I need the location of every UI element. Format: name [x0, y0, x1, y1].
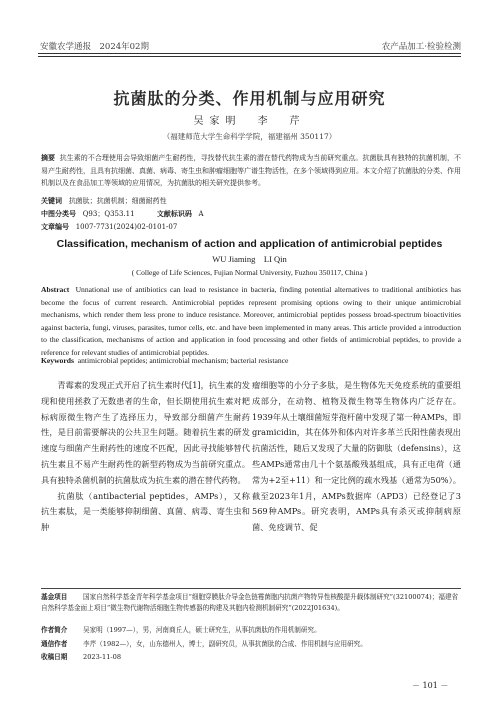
- abstract-cn-label: 摘要: [41, 154, 56, 162]
- footnote-text: 李芹（1982—），女，山东德州人，博士，副研究员，从事抗菌肽的合成、作用机制与应用研究。: [83, 640, 367, 648]
- footnote-text: 2023-11-08: [83, 653, 122, 661]
- clc-value: Q93；Q353.11: [82, 210, 135, 218]
- footnote-label: 作者简介: [41, 626, 68, 634]
- title-cn: 抗菌肽的分类、作用机制与应用研究: [113, 89, 386, 108]
- footnote-author-bio: [41, 625, 461, 636]
- footnote-label: 基金项目: [41, 593, 68, 601]
- authors-en: WU Jiaming LI Qin: [212, 254, 287, 264]
- footnote-text: 吴家明（1997—），男，河南商丘人，硕士研究生，从事抗菌肽的作用机制研究。: [83, 626, 321, 634]
- keywords-en-text: antimicrobial peptides; antimicrobial mechanism; bacterial resistance: [77, 356, 289, 365]
- keywords-cn-text: 抗菌肽；抗菌机制；细菌耐药性: [68, 197, 167, 205]
- body-column-right: [252, 378, 461, 536]
- footnote-rule: [41, 588, 461, 589]
- abstract-en-label: Abstract: [41, 285, 70, 294]
- footnote-received: [41, 652, 461, 663]
- header-rule: [38, 53, 461, 54]
- article-no-value: 1007-7731(2024)02-0101-07: [75, 223, 178, 231]
- body-paragraph: 青霉素的发现正式开启了抗生素时代[1]，抗生素的发现和使用拯救了无数患者的生命，但长期使用抗生素对耙标病原微生物产生了选择压力，导致部分细菌产生耐药性，是目前需要解决的公共卫生问题。随着抗生素的研发速度与细菌产生耐药性的速度不匹配，因此寻找能够替代抗生素且不易产生耐药性的新型药物成为当前研究重点。具有独特杀菌机制的抗菌肽成为抗生素的潜在替代药物。: [41, 380, 250, 485]
- section-header: 农产品加工·检验检测: [381, 42, 461, 52]
- body-paragraph: 抗菌肽（antibacterial peptides，AMPs），又称抗生素肽，是一类能够抑制细菌、真菌、病毒、寄生虫和肿: [41, 490, 250, 533]
- keywords-en: [41, 356, 461, 365]
- title-en: Classification, mechanism of action and application of antimicrobial peptides: [56, 238, 443, 250]
- footnote-corresponding: [41, 639, 461, 650]
- keywords-en-label: Keywords: [41, 356, 74, 365]
- header-rule-thin: [38, 56, 461, 57]
- affiliation-cn: （福建师范大学生命科学学院，福建福州 350117）: [162, 132, 337, 141]
- footnote-label: 收稿日期: [41, 653, 68, 661]
- keywords-cn-label: 关键词: [41, 197, 62, 205]
- footnote-text: 国家自然科学基金青年科学基金项目“细胞穿膜肽介导金色链霉菌胞内抗菌产物特异性核酸提升载体制研究”(32100074)；福建省自然科学基金面上项目“微生物代谢物活细胞生物传感器的构建及其胞内检测机制研究”(2022J01634)。: [41, 593, 459, 612]
- body-paragraph: 瘤细胞等的小分子多肽，是生物体先天免疫系统的重要组成部分，在动物、植物及微生物等生物体内广泛存在。1939年从土壤细菌短芽孢杆菌中发现了第一种AMPs，即gramicidin，其在体外和体内对许多革兰氏阳性菌表现出抗菌活性，随后又发现了大量的防御肽（defensins），这些AMPs通常由几十个氨基酸残基组成，具有正电荷（通常为+2至+11）和一定比例的疏水残基（通常为50%）。截至2023年1月，AMPs数据库（APD3）已经登记了3 569种AMPs。研究表明，AMPs具有杀灭或抑制病原菌、免疫调节、促: [252, 380, 461, 533]
- authors-cn: 吴家明 李 芹: [193, 116, 306, 127]
- journal-header: 安徽农学通报 2024年02期: [40, 42, 149, 52]
- page-number: － 101 －: [412, 681, 449, 690]
- footnote-label: 通信作者: [41, 640, 68, 648]
- keywords-cn: [41, 195, 461, 207]
- clc-line: [41, 208, 461, 220]
- clc-label: 中图分类号: [41, 210, 76, 218]
- affiliation-en: ( College of Life Sciences, Fujian Normal University, Fuzhou 350117, China ): [131, 268, 368, 277]
- doc-code-value: A: [198, 210, 204, 218]
- body-column-left: [41, 378, 250, 536]
- footnote-funding: [41, 592, 461, 614]
- abstract-cn: [41, 152, 461, 190]
- abstract-cn-text: 抗生素的不合理使用会导致细菌产生耐药性，寻找替代抗生素的潜在替代药物成为当前研究重点。抗菌肽具有独特的抗菌机制，不易产生耐药性，且具有抗细菌、真菌、病毒、寄生虫和肿瘤细胞等广谱生物活性，在多个领域得到应用。本文介绍了抗菌肽的分类、作用机制以及在食品加工等领域的应用情况，为抗菌肽的相关研究提供参考。: [41, 154, 462, 188]
- abstract-en-text: Unnational use of antibiotics can lead to resistance in bacteria, finding potential alternatives to traditional antibiotics has become the focus of current research. Antimicrobial peptides represent promising options owing to their unique antimicrobial mechanisms, which render them less prone to induce resistance. Moreover, antimicrobial peptides possess broad-spectrum bioactivities against bacteria, fungi, viruses, parasites, tumor cells, etc. and have been implemented in many areas. This article provided a introduction to the classification, mechanisms of action and application in food processing and other fields of antimicrobial peptides, to provide a reference for relevant studies of antimicrobial peptides.: [41, 285, 461, 357]
- abstract-en: [41, 284, 461, 359]
- doc-code-label: 文献标识码: [156, 210, 192, 218]
- article-no-label: 文章编号: [41, 223, 69, 231]
- article-no-line: [41, 221, 461, 233]
